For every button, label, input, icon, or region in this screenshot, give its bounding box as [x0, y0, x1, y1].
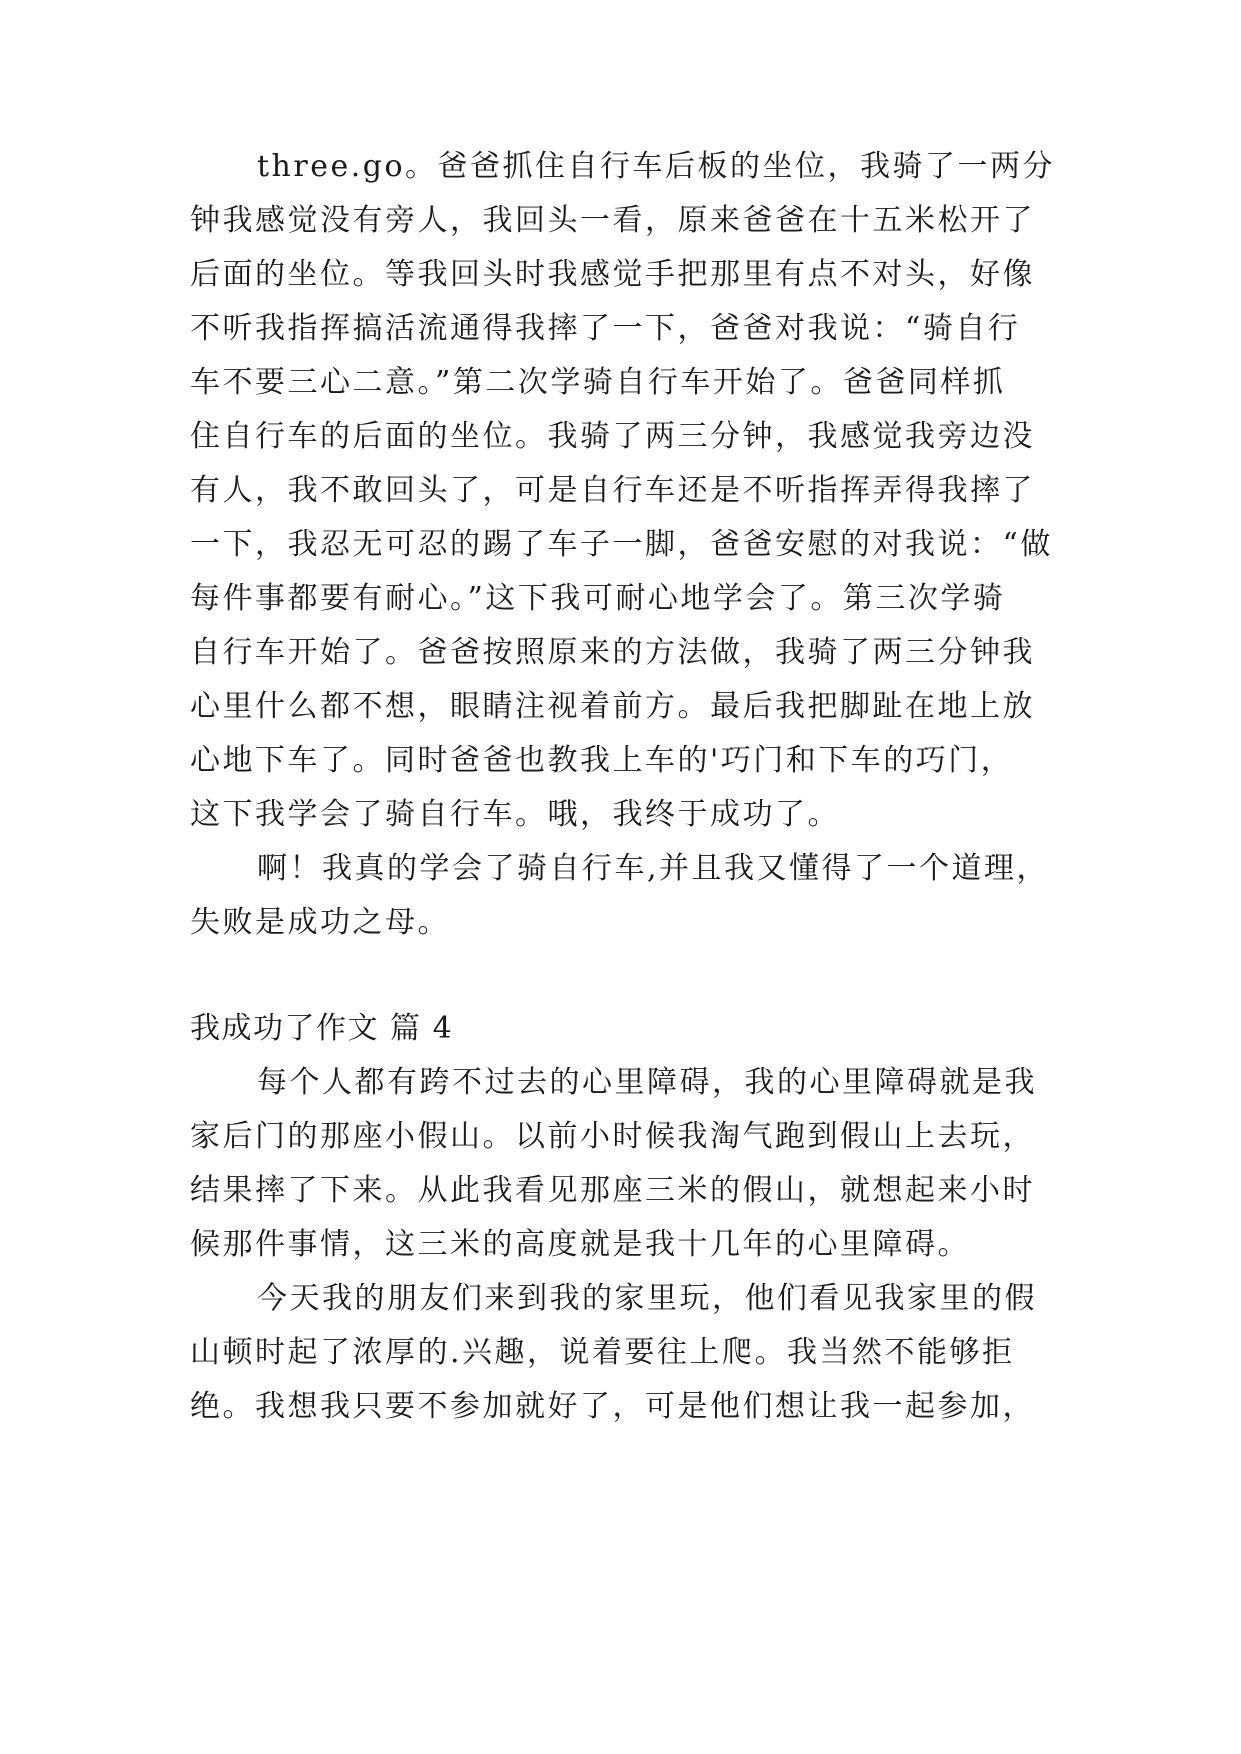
paragraph-line: 后面的坐位。等我回头时我感觉手把那里有点不对头，好像 [190, 257, 1035, 292]
paragraph-line: 啊！我真的学会了骑自行车,并且我又懂得了一个道理， [257, 851, 1050, 886]
paragraph-line: 山顿时起了浓厚的.兴趣，说着要往上爬。我当然不能够拒 [190, 1335, 1015, 1370]
paragraph-line: 结果摔了下来。从此我看见那座三米的假山，就想起来小时 [190, 1173, 1035, 1208]
paragraph-line: 候那件事情，这三米的高度就是我十几年的心里障碍。 [190, 1227, 970, 1262]
paragraph-line: 不听我指挥搞活流通得我摔了一下，爸爸对我说：“骑自行 [190, 311, 1021, 346]
paragraph-line: 车不要三心二意。”第二次学骑自行车开始了。爸爸同样抓 [190, 365, 1006, 400]
paragraph-line: three.go。爸爸抓住自行车后板的坐位，我骑了一两分 [257, 149, 1056, 184]
paragraph-line: 心里什么都不想，眼睛注视着前方。最后我把脚趾在地上放 [190, 689, 1035, 724]
paragraph-line: 每个人都有跨不过去的心里障碍，我的心里障碍就是我 [257, 1065, 1037, 1100]
paragraph-line: 钟我感觉没有旁人，我回头一看，原来爸爸在十五米松开了 [190, 203, 1035, 238]
paragraph-line: 一下，我忍无可忍的踢了车子一脚，爸爸安慰的对我说：“做 [190, 527, 1053, 562]
paragraph-line: 心地下车了。同时爸爸也教我上车的'巧门和下车的巧门， [190, 743, 1014, 778]
paragraph-line: 今天我的朋友们来到我的家里玩，他们看见我家里的假 [257, 1281, 1037, 1316]
section-heading: 我成功了作文 篇 4 [190, 1011, 454, 1046]
paragraph-line: 自行车开始了。爸爸按照原来的方法做，我骑了两三分钟我 [190, 635, 1035, 670]
paragraph-line: 每件事都要有耐心。”这下我可耐心地学会了。第三次学骑 [190, 581, 1006, 616]
paragraph-line: 住自行车的后面的坐位。我骑了两三分钟，我感觉我旁边没 [190, 419, 1035, 454]
paragraph-line: 失败是成功之母。 [190, 905, 450, 940]
paragraph-line: 这下我学会了骑自行车。哦，我终于成功了。 [190, 797, 840, 832]
paragraph-line: 家后门的那座小假山。以前小时候我淘气跑到假山上去玩， [190, 1119, 1035, 1154]
paragraph-line: 有人，我不敢回头了，可是自行车还是不听指挥弄得我摔了 [190, 473, 1035, 508]
paragraph-line: 绝。我想我只要不参加就好了，可是他们想让我一起参加， [190, 1389, 1035, 1424]
